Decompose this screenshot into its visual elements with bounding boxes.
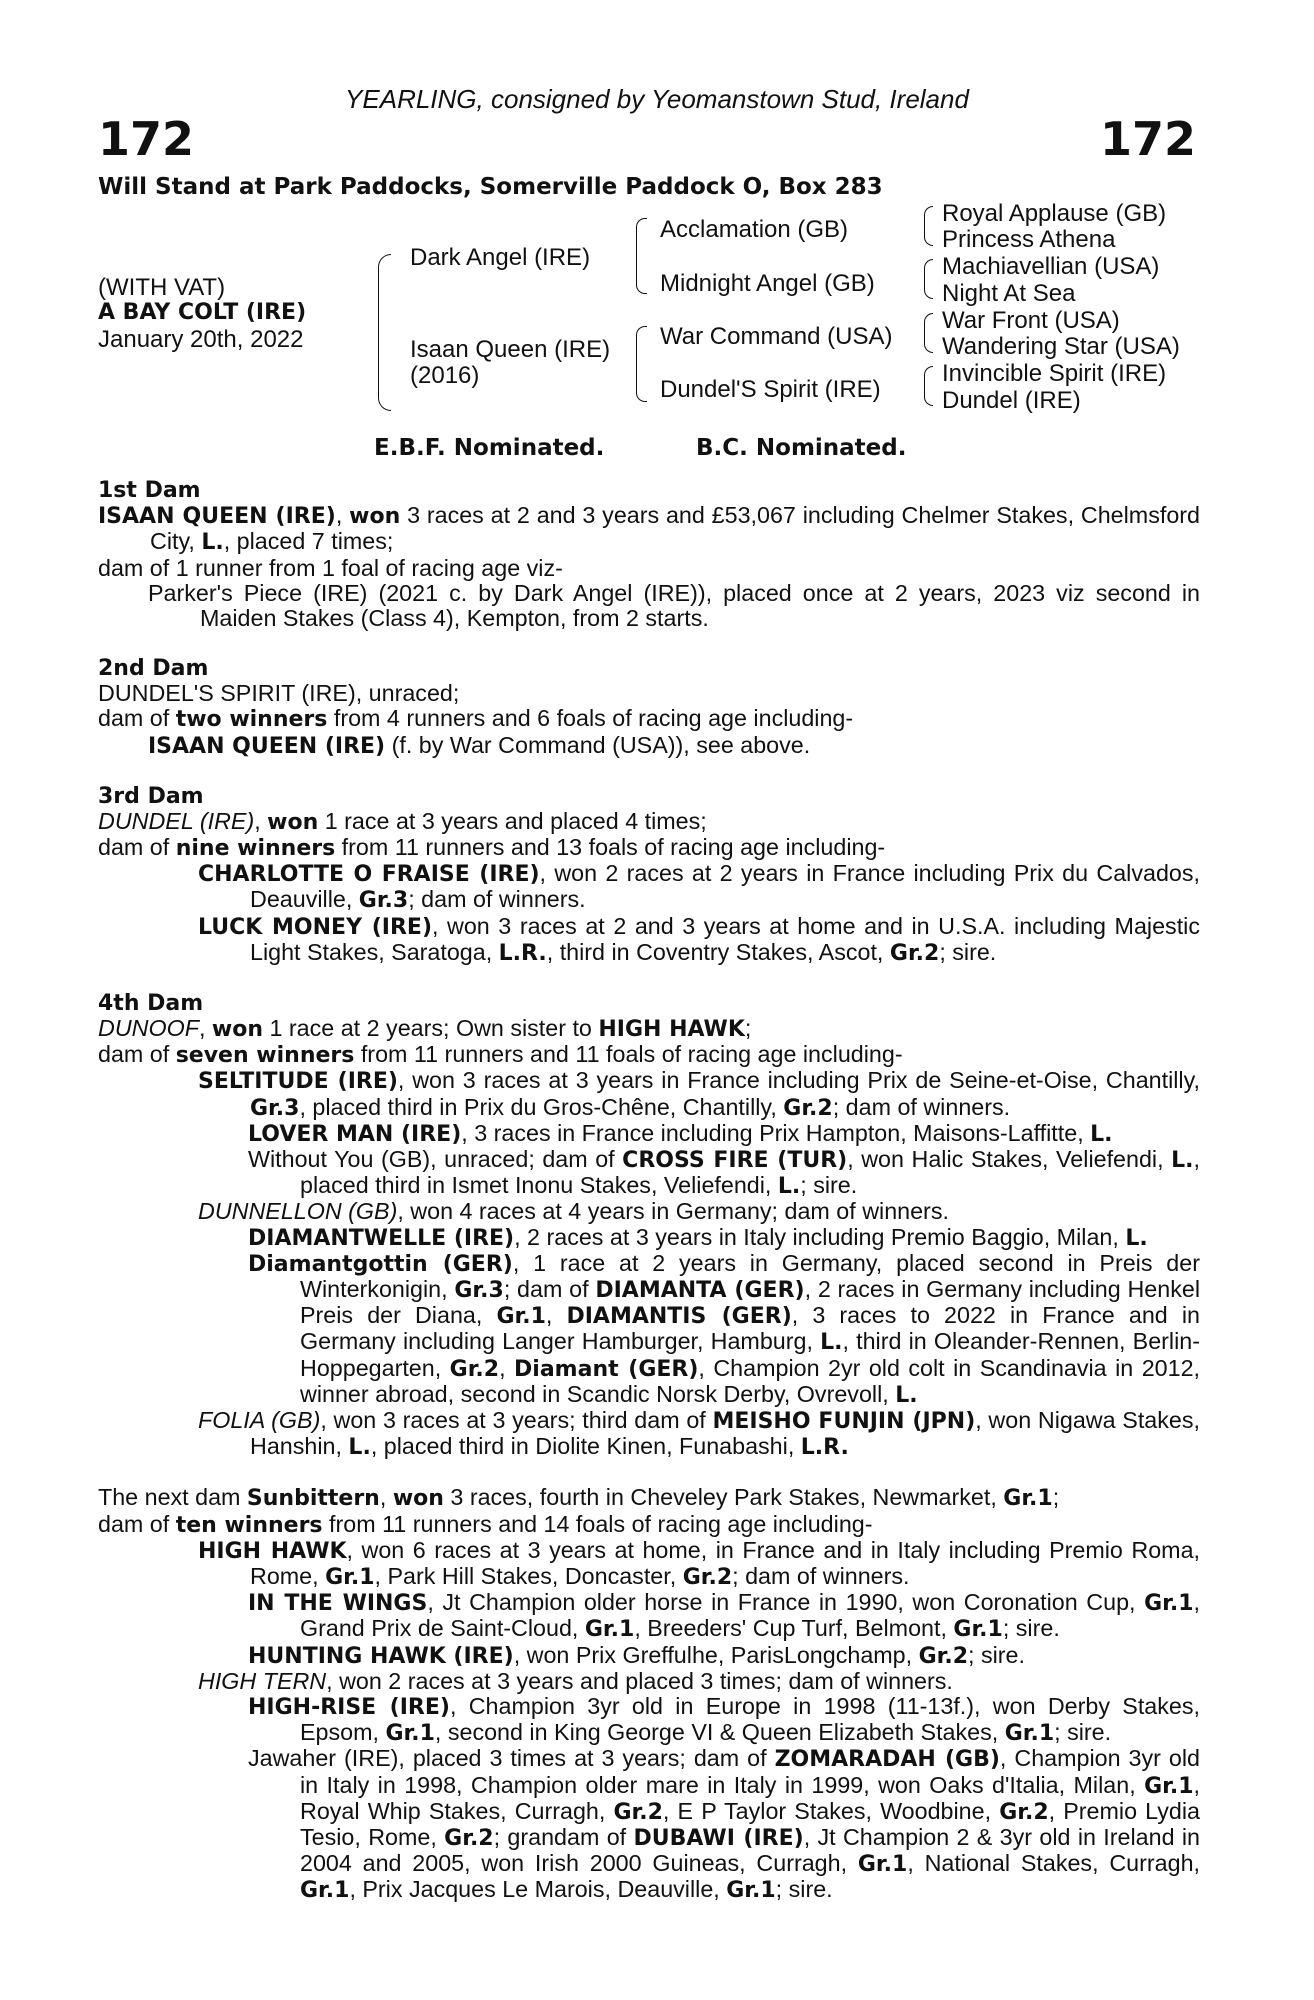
folia-entry: FOLIA (GB), won 3 races at 3 years; third dam of MEISHO FUNJIN (JPN), won Nigawa Stakes, Hanshin, L., placed third in Diolite Kinen, Funabashi, L.R. xyxy=(198,1407,1200,1461)
pedigree-brace-sire xyxy=(636,218,647,294)
vat-note: (WITH VAT) xyxy=(98,274,226,301)
second-dam-section xyxy=(98,656,1200,759)
diamantgottin-entry: Diamantgottin (GER), 1 race at 2 years in Germany, placed second in Preis der Winterkonigin, Gr.3; dam of DIAMANTA (GER), 2 races in Germany including Henkel Preis der Diana, Gr.1, DIAMANTIS (GER), 3 races to 2022 in France and in Germany including Langer Hamburger, Hamburg, L., third in Oleander-Rennen, Berlin-Hoppegarten, Gr.2, Diamant (GER), Champion 2yr old colt in Scandinavia in 2012, winner abroad, second in Scandic Norsk Derby, Ovrevoll, L. xyxy=(248,1249,1200,1408)
first-dam-produce: dam of 1 runner from 1 foal of racing age viz- xyxy=(98,554,563,581)
sire-name: Dark Angel (IRE) xyxy=(410,244,591,271)
grandsire-4: Invincible Spirit (IRE) xyxy=(942,360,1167,387)
first-dam-record: ISAAN QUEEN (IRE), won 3 races at 2 and 3 years and £53,067 including Chelmer Stakes, Chelmsford City, L., placed 7 times; xyxy=(98,502,1200,556)
pedigree-brace-g3 xyxy=(924,313,933,353)
lover-man-entry: LOVER MAN (IRE), 3 races in France including Prix Hampton, Maisons-Laffitte, L. xyxy=(248,1119,1113,1147)
hunting-hawk-entry: HUNTING HAWK (IRE), won Prix Greffulhe, ParisLongchamp, Gr.2; sire. xyxy=(248,1641,1025,1669)
second-dam-heading: 2nd Dam xyxy=(98,656,209,682)
first-dam-foal: Parker's Piece (IRE) (2021 c. by Dark Angel (IRE)), placed once at 2 years, 2023 viz second in Maiden Stakes (Class 4), Kempton, from 2 starts. xyxy=(148,579,1200,632)
high-rise-entry: HIGH-RISE (IRE), Champion 3yr old in Europe in 1998 (11-13f.), won Derby Stakes, Epsom, Gr.1, second in King George VI & Queen Elizabeth Stakes, Gr.1; sire. xyxy=(248,1692,1200,1747)
dam-year: (2016) xyxy=(410,362,480,389)
third-dam-section xyxy=(98,784,1200,966)
granddam-3: Wandering Star (USA) xyxy=(942,333,1180,360)
third-dam-produce: dam of nine winners from 11 runners and 13 foals of racing age including- xyxy=(98,834,886,862)
consignment-line: YEARLING, consigned by Yeomanstown Stud, Ireland xyxy=(345,84,969,114)
second-dam-record: DUNDEL'S SPIRIT (IRE), unraced; xyxy=(98,680,460,707)
horse-name: A BAY COLT (IRE) xyxy=(98,300,307,325)
third-dam-foal-2: LUCK MONEY (IRE), won 3 races at 2 and 3 years at home and in U.S.A. including Majestic Light Stakes, Saratoga, L.R., third in Coventry Stakes, Ascot, Gr.2; sire. xyxy=(198,912,1200,966)
dam-sire: War Command (USA) xyxy=(660,323,893,350)
next-dam-section xyxy=(98,1485,1200,1903)
grandsire-1: Royal Applause (GB) xyxy=(942,200,1167,227)
fourth-dam-section xyxy=(98,991,1200,1461)
pedigree-brace-main xyxy=(378,254,391,411)
without-you-entry: Without You (GB), unraced; dam of CROSS FIRE (TUR), won Halic Stakes, Veliefendi, L., placed third in Ismet Inonu Stakes, Veliefendi, L.; sire. xyxy=(248,1146,1200,1200)
fourth-dam-produce: dam of seven winners from 11 runners and 11 foals of racing age including- xyxy=(98,1041,903,1069)
in-the-wings-entry: IN THE WINGS, Jt Champion older horse in France in 1990, won Coronation Cup, Gr.1, Grand Prix de Saint-Cloud, Gr.1, Breeders' Cup Turf, Belmont, Gr.1; sire. xyxy=(248,1589,1200,1643)
stand-location: Will Stand at Park Paddocks, Somerville Paddock O, Box 283 xyxy=(98,174,883,200)
lot-number-left: 172 xyxy=(98,112,195,166)
granddam-1: Princess Athena xyxy=(942,226,1116,253)
pedigree-brace-dam xyxy=(636,326,647,402)
first-dam-section xyxy=(98,478,1200,631)
foaling-date: January 20th, 2022 xyxy=(98,326,304,353)
pedigree-brace-g2 xyxy=(924,259,933,299)
second-dam-produce: dam of two winners from 4 runners and 6 foals of racing age including- xyxy=(98,705,854,733)
next-dam-produce: dam of ten winners from 11 runners and 14 foals of racing age including- xyxy=(98,1510,873,1538)
third-dam-record: DUNDEL (IRE), won 1 race at 3 years and placed 4 times; xyxy=(98,807,707,835)
fourth-dam-heading: 4th Dam xyxy=(98,990,204,1016)
second-dam-foal: ISAAN QUEEN (IRE) (f. by War Command (USA)), see above. xyxy=(148,731,811,759)
fourth-dam-record: DUNOOF, won 1 race at 2 years; Own sister to HIGH HAWK; xyxy=(98,1015,752,1043)
high-hawk-entry: HIGH HAWK, won 6 races at 3 years at home, in France and in Italy including Premio Roma, Rome, Gr.1, Park Hill Stakes, Doncaster, Gr.2; dam of winners. xyxy=(198,1536,1200,1590)
dunnellon-entry: DUNNELLON (GB), won 4 races at 4 years in Germany; dam of winners. xyxy=(198,1198,949,1225)
high-tern-entry: HIGH TERN, won 2 races at 3 years and placed 3 times; dam of winners. xyxy=(198,1667,953,1694)
third-dam-heading: 3rd Dam xyxy=(98,783,204,809)
first-dam-heading: 1st Dam xyxy=(98,478,201,503)
diamantwelle-entry: DIAMANTWELLE (IRE), 2 races at 3 years in Italy including Premio Baggio, Milan, L. xyxy=(248,1223,1148,1251)
lot-number-right: 172 xyxy=(1099,112,1196,166)
next-dam-record: The next dam Sunbittern, won 3 races, fourth in Cheveley Park Stakes, Newmarket, Gr.1; xyxy=(98,1484,1060,1512)
pedigree-brace-g4 xyxy=(924,366,933,406)
pedigree-notes xyxy=(98,478,1200,1904)
granddam-4: Dundel (IRE) xyxy=(942,387,1081,414)
dam-name: Isaan Queen (IRE) xyxy=(410,336,611,363)
jawaher-entry: Jawaher (IRE), placed 3 times at 3 years; dam of ZOMARADAH (GB), Champion 3yr old in Italy in 1998, Champion older mare in Italy in 1999, won Oaks d'Italia, Milan, Gr.1, Royal Whip Stakes, Curragh, Gr.2, E P Taylor Stakes, Woodbine, Gr.2, Premio Lydia Tesio, Rome, Gr.2; grandam of DUBAWI (IRE), Jt Champion 2 & 3yr old in Ireland in 2004 and 2005, won Irish 2000 Guineas, Curragh, Gr.1, National Stakes, Curragh, Gr.1, Prix Jacques Le Marois, Deauville, Gr.1; sire. xyxy=(248,1745,1201,1904)
pedigree-brace-g1 xyxy=(924,206,933,246)
dam-dam: Dundel'S Spirit (IRE) xyxy=(660,376,881,403)
granddam-2: Night At Sea xyxy=(942,280,1076,307)
third-dam-foal-1: CHARLOTTE O FRAISE (IRE), won 2 races at 2 years in France including Prix du Calvados, Deauville, Gr.3; dam of winners. xyxy=(198,860,1200,914)
grandsire-3: War Front (USA) xyxy=(942,307,1120,334)
grandsire-2: Machiavellian (USA) xyxy=(942,253,1160,280)
seltitude-entry: SELTITUDE (IRE), won 3 races at 3 years in France including Prix de Seine-et-Oise, Chantilly, Gr.3, placed third in Prix du Gros-Chêne, Chantilly, Gr.2; dam of winners. xyxy=(198,1067,1200,1121)
sire-dam: Midnight Angel (GB) xyxy=(660,270,875,297)
pedigree-table xyxy=(98,200,1228,430)
bc-nomination: B.C. Nominated. xyxy=(696,435,907,461)
sire-sire: Acclamation (GB) xyxy=(660,216,849,243)
ebf-nomination: E.B.F. Nominated. xyxy=(374,435,605,461)
